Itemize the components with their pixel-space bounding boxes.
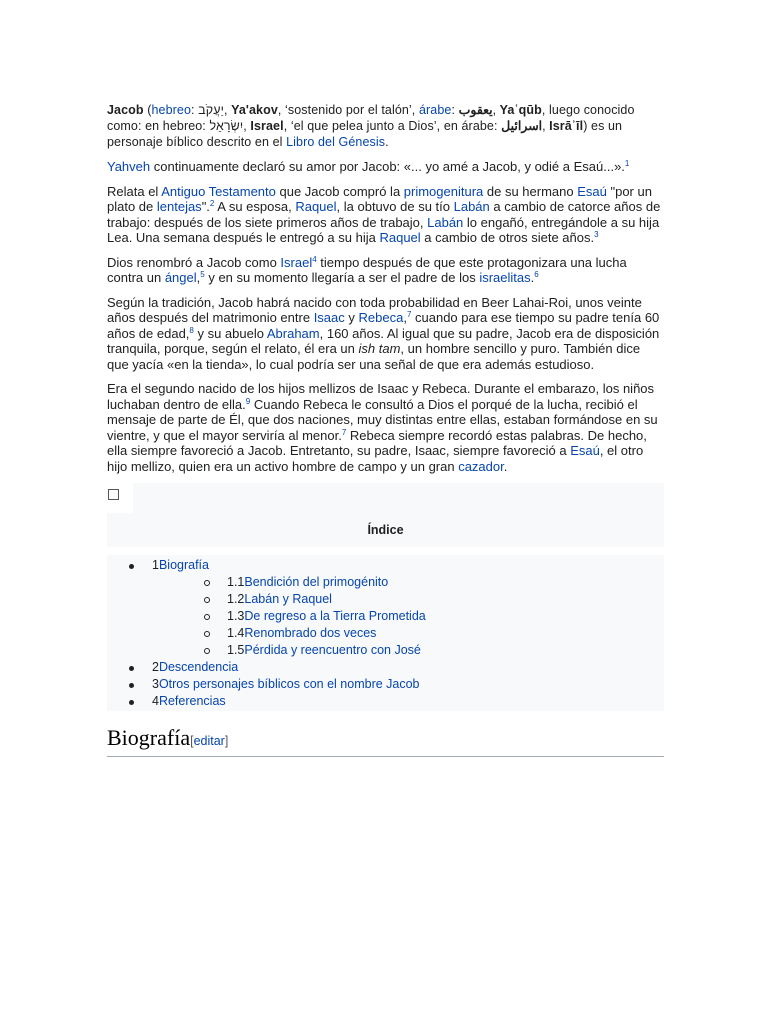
- hebrew-israel: יִשְׂרָאֵל: [209, 119, 244, 133]
- toc-toggle-checkbox[interactable]: [108, 489, 119, 500]
- toc-item-descendencia[interactable]: 2Descendencia: [107, 659, 664, 676]
- esau-link[interactable]: Esaú: [570, 443, 600, 458]
- laban-link[interactable]: Labán: [427, 214, 464, 230]
- arabic-israel: اسرائيل: [501, 119, 543, 133]
- toc-link[interactable]: Otros personajes bíblicos con el nombre Jacob: [158, 677, 420, 691]
- yahveh-paragraph: Yahveh continuamente declaró su amor por Jacob: «... yo amé a Jacob, y odié a Esaú...».$^1$: [107, 159, 630, 174]
- israel-name: Israel: [250, 119, 284, 133]
- israelitas-link[interactable]: israelitas: [479, 270, 531, 285]
- raquel-link[interactable]: Raquel: [295, 199, 337, 214]
- hebrew-name: יַעֲקֹב: [198, 103, 224, 117]
- subject-name: Jacob: [107, 103, 144, 117]
- intro-paragraph: Jacob (hebreo: יַעֲקֹב, Ya'akov, ‘sostenido por el talón’, árabe: يعقوب, Yaʿqūb, luego conocido como: en hebreo: יִשְׂרָאֵל, Israel, ‘el que pelea junto a Dios’, en árabe: اسرائيل, Isrāʾīl) es un personaje bíblico descrito en el Libro del Génesis.: [107, 103, 635, 149]
- circle-bullet-icon: [204, 580, 210, 586]
- edit-link[interactable]: editar: [193, 734, 225, 748]
- bullet-icon: [129, 700, 134, 705]
- cazador-link[interactable]: cazador: [458, 458, 504, 474]
- ref-5[interactable]: 5: [200, 270, 205, 279]
- toc-link[interactable]: Referencias: [158, 694, 226, 708]
- article-content: [107, 102, 664, 757]
- edit-section: [editar]: [190, 734, 229, 748]
- toc-item-laban-raquel[interactable]: 1.2Labán y Raquel: [107, 591, 664, 608]
- genesis-link[interactable]: Libro del Génesis: [286, 135, 386, 149]
- abraham-link[interactable]: Abraham: [266, 325, 320, 341]
- toc-link[interactable]: Pérdida y reencuentro con José: [244, 643, 421, 657]
- rebeca-link[interactable]: Rebeca: [358, 310, 404, 325]
- circle-bullet-icon: [204, 631, 210, 637]
- toc-link[interactable]: Descendencia: [158, 660, 239, 674]
- ref-6[interactable]: 6: [534, 270, 539, 279]
- toc-item-bendicion[interactable]: 1.1Bendición del primogénito: [107, 574, 664, 591]
- bullet-icon: [129, 683, 134, 688]
- mellizos-paragraph: Era el segundo nacido de los hijos mellizos de Isaac y Rebeca. Durante el embarazo, los niños luchaban dentro de ella.$^9$ Cuando Rebeca le consultó a Dios el porqué de la lucha, recibió el mensaje de parte de Él, que dos naciones, muy distintas entre ellas, estaban formándose en su vientre, y que el mayor serviría al menor.$^7$ Rebeca siempre recordó estas palabras. De hecho, ella siempre favoreció a Jacob. Entretanto, su padre, Isaac, siempre favoreció a Esaú, el otro hijo mellizo, quien era un activo hombre de campo y un gran cazador.: [107, 381, 658, 474]
- yahveh-link[interactable]: Yahveh: [107, 159, 151, 174]
- toc-link[interactable]: Biografía: [158, 558, 209, 572]
- ref-1[interactable]: 1: [624, 159, 630, 168]
- section-title: Biografía: [107, 725, 191, 750]
- israel-link[interactable]: Israel: [280, 254, 313, 270]
- toc-item-perdida[interactable]: 1.5Pérdida y reencuentro con José: [107, 642, 664, 659]
- toc-list: [107, 557, 664, 710]
- toc-item-renombrado[interactable]: 1.4Renombrado dos veces: [107, 625, 664, 642]
- toc-item-otros[interactable]: 3Otros personajes bíblicos con el nombre Jacob: [107, 676, 664, 693]
- yaakov: Ya'akov: [231, 103, 278, 117]
- bullet-icon: [129, 564, 134, 569]
- bullet-icon: [129, 666, 134, 671]
- laban-link[interactable]: Labán: [453, 199, 490, 214]
- toc-link[interactable]: De regreso a la Tierra Prometida: [244, 609, 426, 623]
- arabe-link[interactable]: árabe: [418, 103, 452, 117]
- primogenitura-link[interactable]: primogenitura: [403, 183, 484, 199]
- circle-bullet-icon: [204, 597, 210, 603]
- israil: Isrāʾīl: [549, 119, 584, 133]
- toc-title: Índice: [367, 523, 404, 537]
- ref-7[interactable]: 7: [341, 427, 347, 437]
- toc-link[interactable]: Bendición del primogénito: [244, 575, 389, 589]
- toc-item-referencias[interactable]: 4Referencias: [107, 693, 664, 710]
- isaac-link[interactable]: Isaac: [313, 310, 345, 325]
- raquel-link[interactable]: Raquel: [379, 230, 421, 245]
- circle-bullet-icon: [204, 614, 210, 620]
- toc-link[interactable]: Renombrado dos veces: [244, 626, 377, 640]
- yaqub: Yaʿqūb: [499, 103, 542, 117]
- angel-link[interactable]: ángel: [164, 270, 197, 285]
- ref-8[interactable]: 8: [189, 325, 194, 335]
- circle-bullet-icon: [204, 648, 210, 654]
- tradicion-paragraph: Según la tradición, Jacob habrá nacido con toda probabilidad en Beer Lahai-Roi, unos veinte años después del matrimonio entre Isaac y Rebeca,$^7$ cuando para ese tiempo su padre tenía 60 años de edad,$^8$ y su abuelo Abraham, 160 años. Al igual que su padre, Jacob era de disposición tranquila, porque, según el relato, él era un ish tam, un hombre sencillo y puro. También dice que yacía «en la tienda», lo cual podría ser una señal de que era además estudioso.: [107, 294, 660, 372]
- lentejas-link[interactable]: lentejas: [156, 199, 202, 214]
- ref-3[interactable]: 3: [594, 230, 599, 239]
- ref-7[interactable]: 7: [406, 310, 412, 319]
- renombro-paragraph: Dios renombró a Jacob como Israel$^4$ tiempo después de que este protagonizara una lucha contra un ángel,$^5$ y en su momento llegaría a ser el padre de los israelitas.$^6$: [107, 254, 627, 285]
- ref-2[interactable]: 2: [209, 199, 215, 208]
- esau-link[interactable]: Esaú: [577, 183, 607, 199]
- table-of-contents: [107, 555, 664, 711]
- relata-paragraph: Relata el Antiguo Testamento que Jacob compró la primogenitura de su hermano Esaú "por un plato de lentejas".$^2$ A su esposa, Raquel, la obtuvo de su tío Labán a cambio de catorce años de trabajo: después de los siete primeros años de trabajo, Labán lo engañó, entregándole a su hija Lea. Una semana después le entregó a su hija Raquel a cambio de otros siete años.$^3$: [107, 183, 661, 245]
- ref-9[interactable]: 9: [245, 396, 251, 406]
- section-heading-biografia: [107, 725, 664, 757]
- arabic-name: يعقوب: [458, 103, 493, 117]
- toc-item-regreso[interactable]: 1.3De regreso a la Tierra Prometida: [107, 608, 664, 625]
- toc-link[interactable]: Labán y Raquel: [244, 592, 332, 606]
- ref-4[interactable]: 4: [312, 254, 317, 264]
- hebreo-link[interactable]: hebreo: [151, 103, 192, 117]
- toc-item-biografia[interactable]: 1Biografía: [107, 557, 664, 574]
- ish-tam: ish tam: [358, 341, 401, 356]
- antiguo-testamento-link[interactable]: Antiguo Testamento: [161, 183, 276, 199]
- toc-header: [107, 483, 664, 547]
